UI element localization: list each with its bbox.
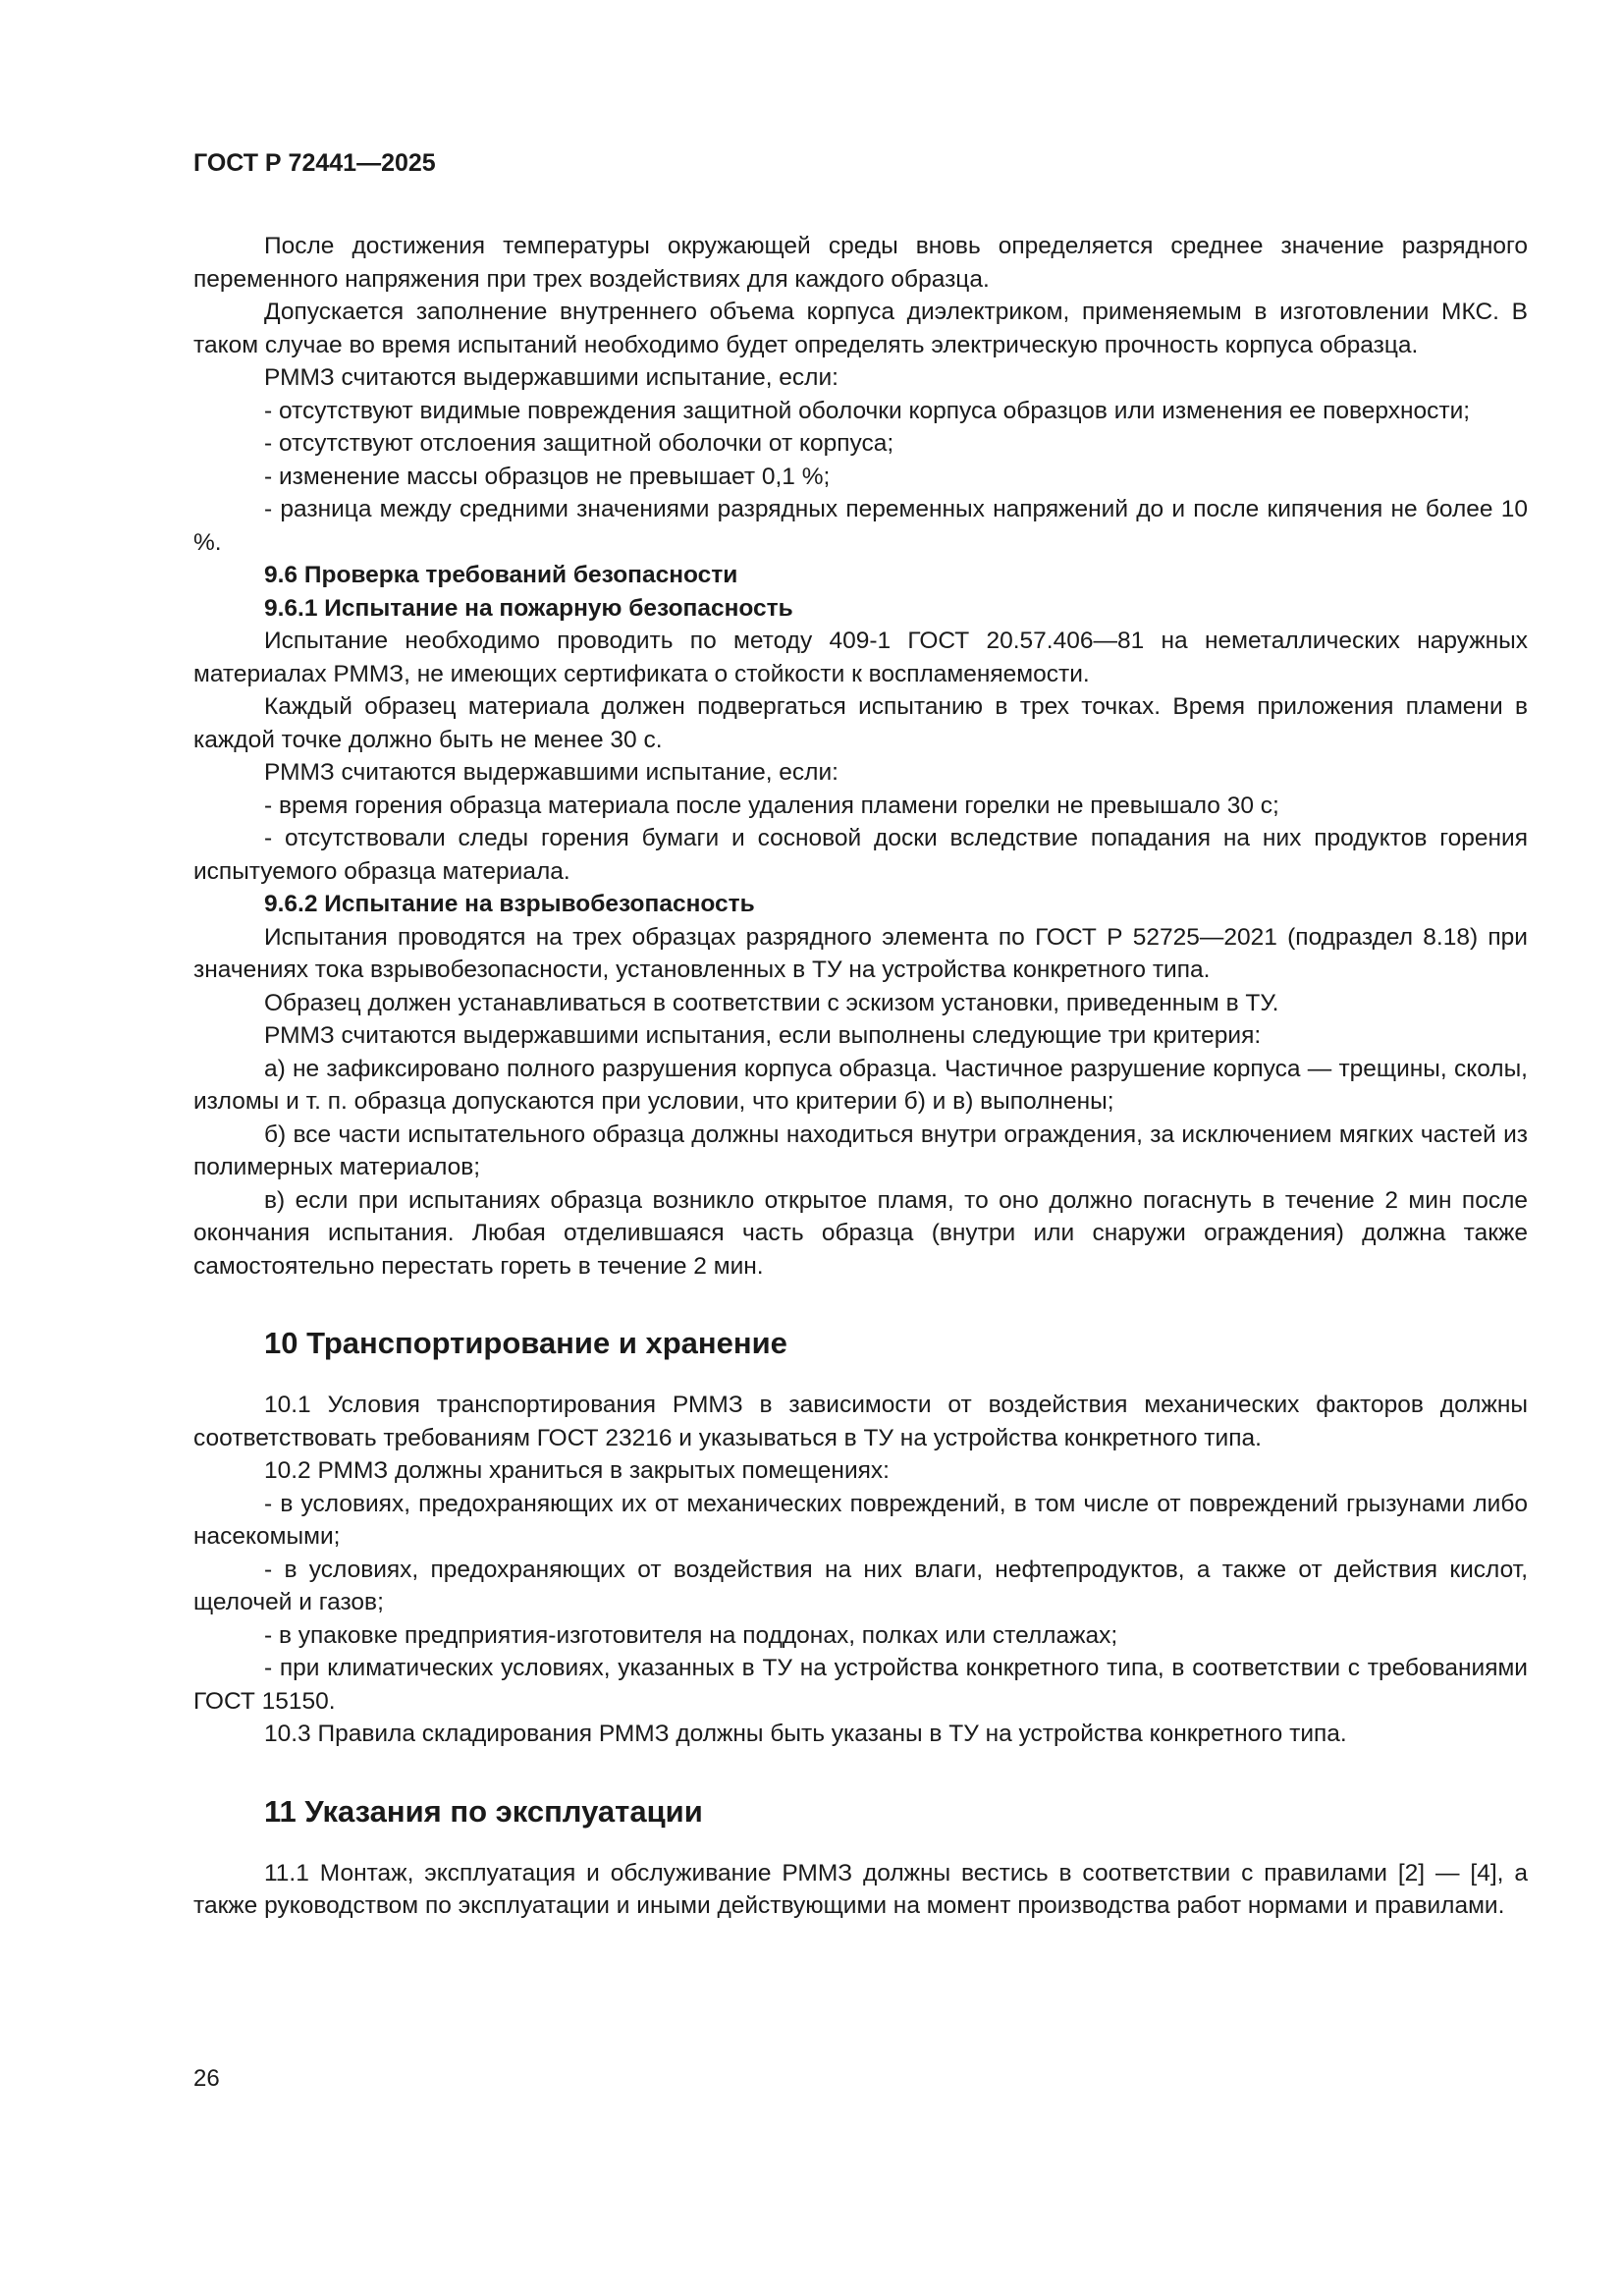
section-title-11: 11 Указания по эксплуатации [264,1793,703,1829]
paragraph: Каждый образец материала должен подвергаться испытанию в трех точках. Время приложения пламени в каждой точке должно быть не менее 30 с. [193,693,1528,753]
paragraph: Допускается заполнение внутреннего объема корпуса диэлектриком, применяемым в изготовлении МКС. В таком случае во время испытаний необходимо будет определять электрическую прочность корпуса образца. [193,299,1528,358]
subsection-title-9-6: 9.6 Проверка требований безопасности [264,562,738,588]
paragraph: 10.2 РММЗ должны храниться в закрытых помещениях: [264,1457,890,1484]
list-item: - в упаковке предприятия-изготовителя на поддонах, полках или стеллажах; [264,1621,1118,1649]
paragraph: 11.1 Монтаж, эксплуатация и обслуживание РММЗ должны вестись в соответствии с правилами [2] — [4], а также руководством по эксплуатации и иными действующими на момент производства работ нормами и правилами. [193,1859,1528,1919]
paragraph: Образец должен устанавливаться в соответствии с эскизом установки, приведенным в ТУ. [264,989,1279,1016]
list-item: - отсутствуют отслоения защитной оболочки от корпуса; [264,430,894,457]
list-item: - в условиях, предохраняющих их от механических повреждений, в том числе от повреждений грызунами либо насекомыми; [193,1490,1528,1550]
list-item: - время горения образца материала после удаления пламени горелки не превышало 30 с; [264,792,1279,819]
paragraph: После достижения температуры окружающей среды вновь определяется среднее значение разрядного переменного напряжения при трех воздействиях для каждого образца. [193,233,1528,293]
list-item: - разница между средними значениями разрядных переменных напряжений до и после кипячения не более 10 %. [193,496,1528,556]
page-number: 26 [193,2065,220,2092]
paragraph: 10.1 Условия транспортирования РММЗ в зависимости от воздействия механических факторов должны соответствовать требованиям ГОСТ 23216 и указываться в ТУ на устройства конкретного типа. [193,1392,1528,1451]
body-text [193,230,1528,1923]
list-item: в) если при испытаниях образца возникло открытое пламя, то оно должно погаснуть в течение 2 мин после окончания испытания. Любая отделившаяся часть образца (внутри или снаружи ограждения) должна также самостоятельно перестать гореть в течение 2 мин. [193,1186,1528,1280]
list-item: - отсутствовали следы горения бумаги и сосновой доски вследствие попадания на них продуктов горения испытуемого образца материала. [193,825,1528,885]
list-item: - при климатических условиях, указанных в ТУ на устройства конкретного типа, в соответствии с требованиями ГОСТ 15150. [193,1655,1528,1715]
paragraph: РММЗ считаются выдержавшими испытания, если выполнены следующие три критерия: [264,1022,1262,1049]
section-title-10: 10 Транспортирование и хранение [264,1326,787,1360]
paragraph: Испытания проводятся на трех образцах разрядного элемента по ГОСТ Р 52725—2021 (подраздел 8.18) при значениях тока взрывобезопасности, установленных в ТУ на устройства конкретного типа. [193,923,1528,983]
document-header: ГОСТ Р 72441—2025 [193,149,436,177]
subsection-title-9-6-2: 9.6.2 Испытание на взрывобезопасность [264,891,755,917]
list-item: а) не зафиксировано полного разрушения корпуса образца. Частичное разрушение корпуса — трещины, сколы, изломы и т. п. образца допускаются при условии, что критерии б) и в) выполнены; [193,1055,1528,1115]
list-item: - в условиях, предохраняющих от воздействия на них влаги, нефтепродуктов, а также от действия кислот, щелочей и газов; [193,1556,1528,1615]
paragraph: 10.3 Правила складирования РММЗ должны быть указаны в ТУ на устройства конкретного типа. [264,1721,1347,1747]
list-item: - изменение массы образцов не превышает 0,1 %; [264,463,831,490]
list-item: б) все части испытательного образца должны находиться внутри ограждения, за исключением мягких частей из полимерных материалов; [193,1121,1528,1180]
paragraph: Испытание необходимо проводить по методу 409-1 ГОСТ 20.57.406—81 на неметаллических наружных материалах РММЗ, не имеющих сертификата о стойкости к воспламеняемости. [193,628,1528,687]
subsection-title-9-6-1: 9.6.1 Испытание на пожарную безопасность [264,594,793,622]
paragraph: РММЗ считаются выдержавшими испытание, если: [264,364,839,391]
paragraph: РММЗ считаются выдержавшими испытание, если: [264,759,839,786]
list-item: - отсутствуют видимые повреждения защитной оболочки корпуса образцов или изменения ее поверхности; [264,397,1471,424]
